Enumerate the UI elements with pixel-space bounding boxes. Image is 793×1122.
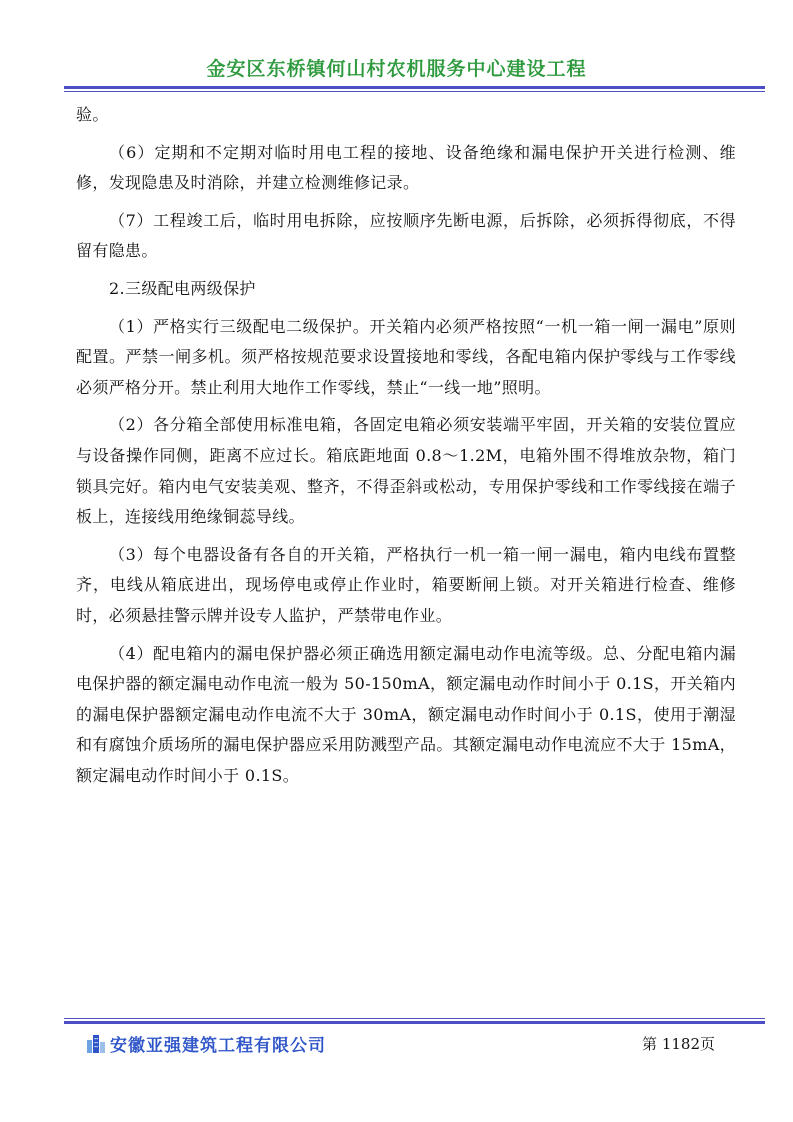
building-logo-icon [86,1032,106,1054]
section-heading: 2.三级配电两级保护 [109,278,256,298]
document-body [76,100,736,791]
footer-company [86,1030,326,1056]
paragraph-item-2: （2）各分箱全部使用标准电箱，各固定电箱必须安装端平牢固，开关箱的安装位置应与设备操作同侧，距离不应过长。箱底距地面 0.8～1.2M，电箱外围不得堆放杂物，箱门锁具完好。箱内电气安装美观、整齐，不得歪斜或松动，专用保护零线和工作零线接在端子板上，连接线用绝缘铜蕊导线。 [76,415,736,527]
paragraph-continuation: 验。 [76,105,109,124]
page-number: 第 1182页 [642,1035,715,1053]
paragraph-item-3: （3）每个电器设备有各自的开关箱，严格执行一机一箱一闸一漏电，箱内电线布置整齐，电线从箱底进出，现场停电或停止作业时，箱要断闸上锁。对开关箱进行检查、维修时，必须悬挂警示牌并设专人监护，严禁带电作业。 [76,544,736,625]
page-header-title: 金安区东桥镇何山村农机服务中心建设工程 [206,58,587,80]
footer-rule-thick [64,1021,765,1024]
company-name: 安徽亚强建筑工程有限公司 [110,1035,326,1056]
header-rule-thick [64,86,765,89]
paragraph-item-1: （1）严格实行三级配电二级保护。开关箱内必须严格按照“一机一箱一闸一漏电”原则配置。严禁一闸多机。须严格按规范要求设置接地和零线，各配电箱内保护零线与工作零线必须严格分开。禁止利用大地作工作零线，禁止“一线一地”照明。 [76,316,736,397]
footer-rule-thin [64,1018,765,1019]
paragraph-item-6: （6）定期和不定期对临时用电工程的接地、设备绝缘和漏电保护开关进行检测、维修，发现隐患及时消除，并建立检测维修记录。 [76,142,736,193]
paragraph-item-4: （4）配电箱内的漏电保护器必须正确选用额定漏电动作电流等级。总、分配电箱内漏电保护器的额定漏电动作电流一般为 50-150mA，额定漏电动作时间小于 0.1S，开关箱内的漏电保护器额定漏电动作电流不大于 30mA，额定漏电动作时间小于 0.1S，使用于潮湿和有腐蚀介质场所的漏电保护器应采用防溅型产品。其额定漏电动作电流应不大于 15mA，额定漏电动作时间小于 0.1S。 [76,643,736,785]
paragraph-item-7: （7）工程竣工后，临时用电拆除，应按顺序先断电源，后拆除，必须拆得彻底，不得留有隐患。 [76,210,736,261]
header-rule-thin [64,91,765,92]
